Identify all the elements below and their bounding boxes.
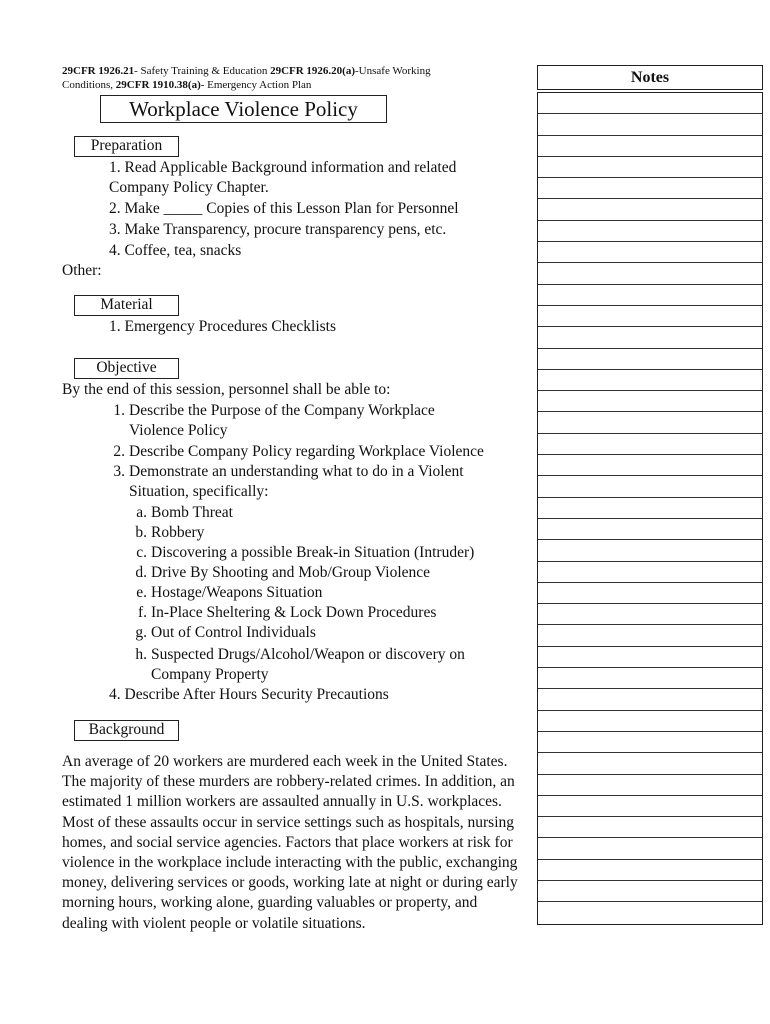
note-line[interactable] bbox=[538, 476, 762, 497]
note-line[interactable] bbox=[538, 604, 762, 625]
preparation-item: 1. Read Applicable Background information and related bbox=[109, 159, 457, 176]
note-line[interactable] bbox=[538, 625, 762, 646]
note-line[interactable] bbox=[538, 775, 762, 796]
note-line[interactable] bbox=[538, 114, 762, 135]
preparation-item: 3. Make Transparency, procure transparency pens, etc. bbox=[109, 221, 447, 238]
note-line[interactable] bbox=[538, 242, 762, 263]
notes-panel bbox=[537, 65, 763, 925]
objective-item: Situation, specifically: bbox=[129, 483, 269, 500]
citation-1910-38: 29CFR 1910.38(a) bbox=[115, 79, 201, 91]
note-line[interactable] bbox=[538, 349, 762, 370]
section-label-material: Material bbox=[74, 295, 179, 316]
objective-subitem: e. Hostage/Weapons Situation bbox=[136, 584, 323, 601]
section-label-objective: Objective bbox=[74, 358, 179, 379]
objective-item: 3. Demonstrate an understanding what to do in a Violent bbox=[113, 463, 464, 480]
preparation-item: Company Policy Chapter. bbox=[109, 179, 269, 196]
objective-subitem: a. Bomb Threat bbox=[136, 504, 233, 521]
note-line[interactable] bbox=[538, 199, 762, 220]
objective-item: Violence Policy bbox=[129, 422, 228, 439]
citation-1926-20: 29CFR 1926.20(a) bbox=[270, 65, 356, 77]
preparation-item: 2. Make _____ Copies of this Lesson Plan for Personnel bbox=[109, 200, 459, 217]
page-title: Workplace Violence Policy bbox=[100, 95, 387, 123]
citation-1910-38-desc: - Emergency Action Plan bbox=[200, 79, 312, 91]
objective-item: 1. Describe the Purpose of the Company Workplace bbox=[113, 402, 435, 419]
background-paragraph: An average of 20 workers are murdered each week in the United States. The majority of these murders are robbery-related crimes. In addition, an estimated 1 million workers are assaulted annually in U.S. workplaces. Most of these assaults occur in service settings such as hospitals, nursing homes, and social service agencies. Factors that place workers at risk for violence in the workplace include interacting with the public, exchanging money, delivering services or goods, working late at night or during early morning hours, working alone, guarding valuables or property, and dealing with violent people or volatile situations. bbox=[62, 753, 518, 932]
section-label-preparation: Preparation bbox=[74, 136, 179, 157]
preparation-item: 4. Coffee, tea, snacks bbox=[109, 242, 242, 259]
citation-1926-21-desc: - Safety Training & Education bbox=[134, 65, 271, 77]
objective-item: 2. Describe Company Policy regarding Workplace Violence bbox=[113, 443, 484, 460]
note-line[interactable] bbox=[538, 391, 762, 412]
note-line[interactable] bbox=[538, 881, 762, 902]
note-line[interactable] bbox=[538, 434, 762, 455]
note-line[interactable] bbox=[538, 583, 762, 604]
note-line[interactable] bbox=[538, 455, 762, 476]
material-item: 1. Emergency Procedures Checklists bbox=[109, 318, 336, 335]
note-line[interactable] bbox=[538, 136, 762, 157]
note-line[interactable] bbox=[538, 647, 762, 668]
note-line[interactable] bbox=[538, 370, 762, 391]
citation-1926-20-desc-cont: Conditions, bbox=[62, 79, 116, 91]
note-line[interactable] bbox=[538, 157, 762, 178]
note-line[interactable] bbox=[538, 327, 762, 348]
objective-subitem: Company Property bbox=[151, 666, 269, 683]
citation-1926-21: 29CFR 1926.21 bbox=[62, 65, 135, 77]
note-line[interactable] bbox=[538, 221, 762, 242]
note-line[interactable] bbox=[538, 306, 762, 327]
note-line[interactable] bbox=[538, 263, 762, 284]
objective-subitem: b. Robbery bbox=[135, 524, 205, 541]
note-line[interactable] bbox=[538, 498, 762, 519]
objective-intro: By the end of this session, personnel shall be able to: bbox=[62, 381, 391, 398]
notes-lines bbox=[537, 92, 763, 925]
note-line[interactable] bbox=[538, 93, 762, 114]
section-label-background: Background bbox=[74, 720, 179, 741]
note-line[interactable] bbox=[538, 178, 762, 199]
note-line[interactable] bbox=[538, 753, 762, 774]
objective-subitem: c. Discovering a possible Break-in Situation (Intruder) bbox=[136, 544, 475, 561]
note-line[interactable] bbox=[538, 711, 762, 732]
note-line[interactable] bbox=[538, 562, 762, 583]
note-line[interactable] bbox=[538, 668, 762, 689]
note-line[interactable] bbox=[538, 689, 762, 710]
note-line[interactable] bbox=[538, 902, 762, 923]
objective-subitem: f. In-Place Sheltering & Lock Down Procedures bbox=[137, 604, 437, 621]
regulation-header bbox=[62, 64, 532, 92]
note-line[interactable] bbox=[538, 540, 762, 561]
note-line[interactable] bbox=[538, 519, 762, 540]
notes-title: Notes bbox=[537, 65, 763, 90]
objective-subitem: g. Out of Control Individuals bbox=[135, 624, 316, 641]
note-line[interactable] bbox=[538, 838, 762, 859]
objective-subitem: d. Drive By Shooting and Mob/Group Violence bbox=[135, 564, 431, 581]
note-line[interactable] bbox=[538, 285, 762, 306]
citation-1926-20-desc: -Unsafe Working bbox=[355, 65, 431, 77]
note-line[interactable] bbox=[538, 860, 762, 881]
note-line[interactable] bbox=[538, 796, 762, 817]
objective-subitem: h. Suspected Drugs/Alcohol/Weapon or discovery on bbox=[135, 646, 465, 663]
objective-item: 4. Describe After Hours Security Precautions bbox=[109, 686, 389, 703]
note-line[interactable] bbox=[538, 732, 762, 753]
preparation-other: Other: bbox=[62, 262, 102, 279]
note-line[interactable] bbox=[538, 412, 762, 433]
note-line[interactable] bbox=[538, 817, 762, 838]
